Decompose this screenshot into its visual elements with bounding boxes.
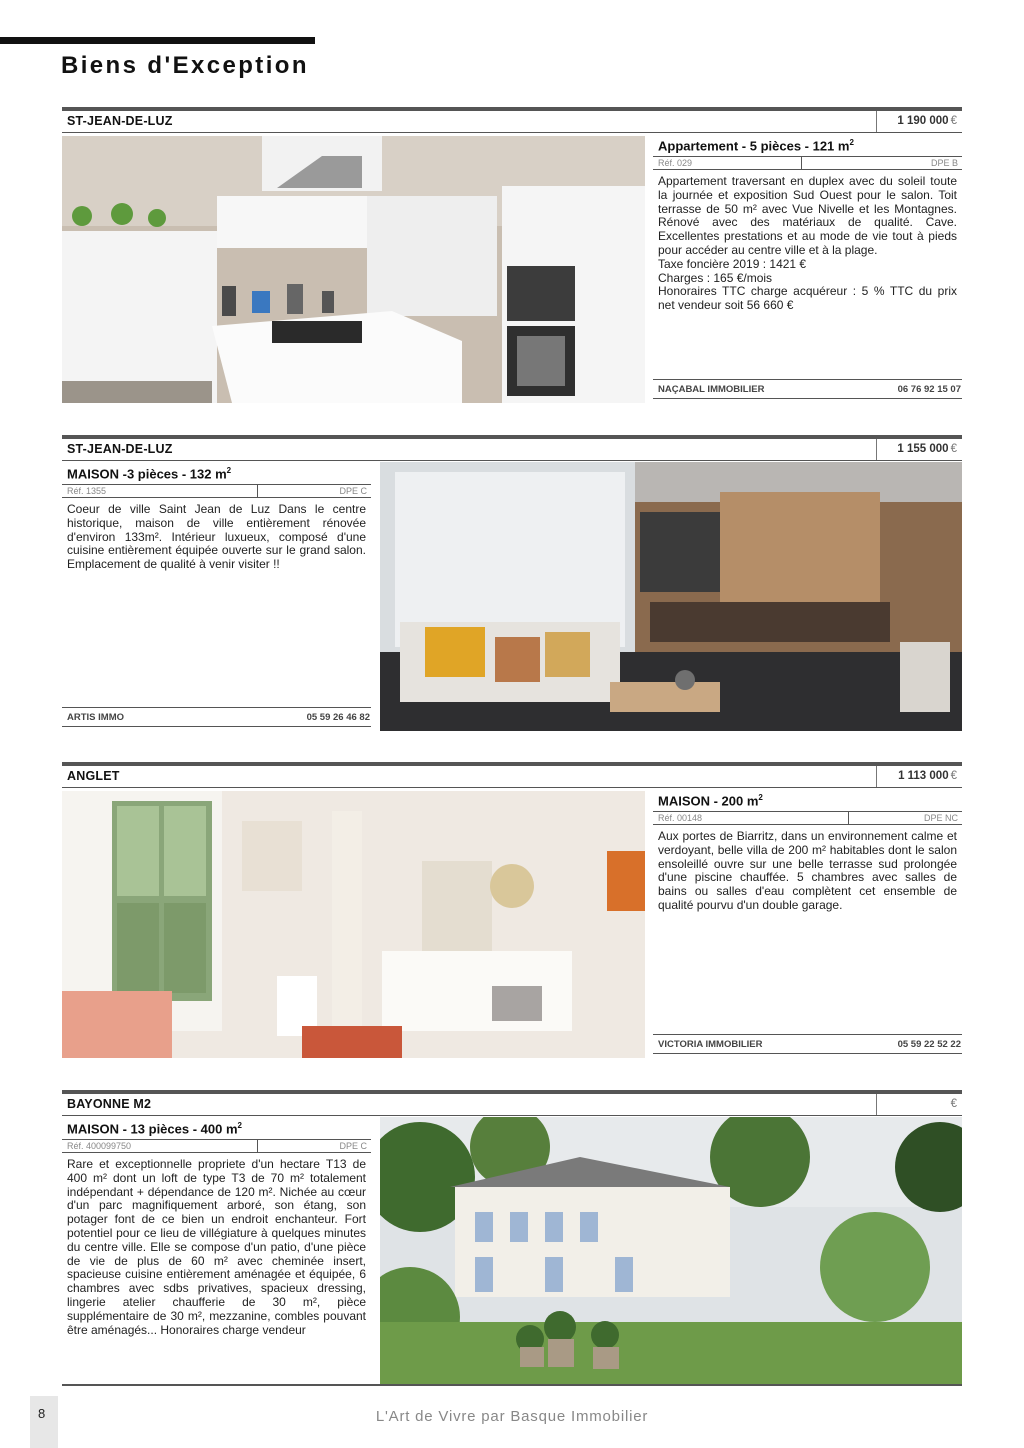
listing-description: Rare et exceptionnelle propriete d'un hectare T13 de 400 m² dont un loft de type T3 de 70 m² totalement indépendant + dépendance de 120 m². Nichée au cœur d'un parc magnifiquement arboré, son étang, son potager font de ce bien un endroit enchanteur. Fort potentiel pour ce lieu de villégiature à quelques minutes du centre ville. Elle se compose d'un patio, d'une pièce de vie de plus de 60 m² avec cheminée insert, spacieuse cuisine entièrement aménagée et équipée, 6 chambres avec sdbs privatives, spacieux dressing, lingerie atelier chaufferie de 30 m², pièce supplémentaire de 30 m², mezzanine, combles pouvant être aménagés... Honoraires charge vendeur [67, 1157, 366, 1337]
listing-description: Aux portes de Biarritz, dans un environnement calme et verdoyant, belle villa de 200 m² habitables dont le salon ensoleillé ouvre sur une belle terrasse sud prolongée d'une piscine chauffée. 5 chambres avec salles de bains ou salles d'eau complètent cet ensemble de qualité pourvu d'un double garage. [658, 829, 957, 912]
listing-photo-living-room[interactable] [380, 462, 962, 731]
listing-city: ST-JEAN-DE-LUZ [67, 114, 173, 128]
listing-title: Appartement - 5 pièces - 121 $m^2$ [658, 138, 854, 154]
listing-description: Coeur de ville Saint Jean de Luz Dans le centre historique, maison de ville entièrement rénovée d'environ 133m². Intérieur luxueux, composé d'une cuisine entièrement équipée ouverte sur le grand salon. Emplacement de qualité à venir visiter !! [67, 502, 366, 572]
listing-ref: Réf. 1355 [67, 486, 107, 496]
agency-phone[interactable]: 05 59 22 52 22 [897, 1039, 961, 1050]
footer-divider [62, 1384, 962, 1386]
listing-info [62, 464, 371, 572]
listing-city: ST-JEAN-DE-LUZ [67, 442, 173, 456]
listing-agency-row [653, 1034, 962, 1054]
page-heading: Biens d'Exception [61, 52, 309, 79]
listing-photo-salon[interactable] [62, 791, 645, 1058]
listing-title: MAISON - 13 pièces - 400 $m^2$ [67, 1121, 242, 1137]
listing-photo-kitchen[interactable] [62, 136, 645, 403]
agency-phone[interactable]: 06 76 92 15 07 [897, 384, 961, 395]
listing-header [62, 1090, 962, 1116]
listing-ref-row [653, 811, 962, 825]
agency-name: ARTIS IMMO [67, 712, 124, 723]
listing-agency-row [62, 707, 371, 727]
listing-header [62, 107, 962, 133]
listing-card [62, 762, 962, 1062]
listing-dpe: DPE NC [923, 813, 958, 823]
top-accent-bar [0, 37, 315, 44]
listing-city: ANGLET [67, 769, 120, 783]
listing-info [653, 136, 962, 313]
listing-photo-house-garden[interactable] [380, 1117, 962, 1384]
listing-ref-row [653, 156, 962, 170]
listing-title: MAISON -3 pièces - 132 $m^2$ [67, 466, 232, 482]
listing-card [62, 435, 962, 735]
listing-price: 1 190 000 € [876, 111, 962, 132]
listing-info [653, 791, 962, 913]
listing-price: 1 155 000 € [876, 439, 962, 460]
listing-ref: Réf. 029 [658, 158, 693, 168]
listing-agency-row [653, 379, 962, 399]
agency-name: VICTORIA IMMOBILIER [658, 1039, 763, 1050]
listing-dpe: DPE C [339, 1141, 367, 1151]
listing-dpe: DPE B [930, 158, 958, 168]
listing-description: Appartement traversant en duplex avec du soleil toute la journée et exposition Sud Ouest pour le salon. Toit terrasse de 50 m² avec Vue Nivelle et les Montagnes. Rénové avec des matériaux de qualité. Cave. Excellentes prestations et au mode de vie tout à pieds pour accéder au centre ville et à la plage. Taxe foncière 2019 : 1421 € Charges : 165 €/mois Honoraires TTC charge acquéreur : 5 % TTC du prix net vendeur soit 56 660 € [658, 174, 957, 313]
listing-ref: Réf. 400099750 [67, 1141, 132, 1151]
listing-card [62, 1090, 962, 1384]
listing-dpe: DPE C [339, 486, 367, 496]
page-number: 8 [38, 1406, 46, 1421]
listing-header [62, 762, 962, 788]
agency-name: NAÇABAL IMMOBILIER [658, 384, 765, 395]
listing-city: BAYONNE M2 [67, 1097, 152, 1111]
listing-ref-row [62, 1139, 371, 1153]
listing-ref-row [62, 484, 371, 498]
listing-card [62, 107, 962, 407]
listing-info [62, 1119, 371, 1337]
agency-phone[interactable]: 05 59 26 46 82 [306, 712, 370, 723]
listing-price: 1 113 000 € [876, 766, 962, 787]
listing-title: MAISON - 200 $m^2$ [658, 793, 763, 809]
listing-ref: Réf. 00148 [658, 813, 703, 823]
listing-price: € [876, 1094, 962, 1115]
listing-header [62, 435, 962, 461]
footer-tagline: L'Art de Vivre par Basque Immobilier [375, 1408, 649, 1425]
